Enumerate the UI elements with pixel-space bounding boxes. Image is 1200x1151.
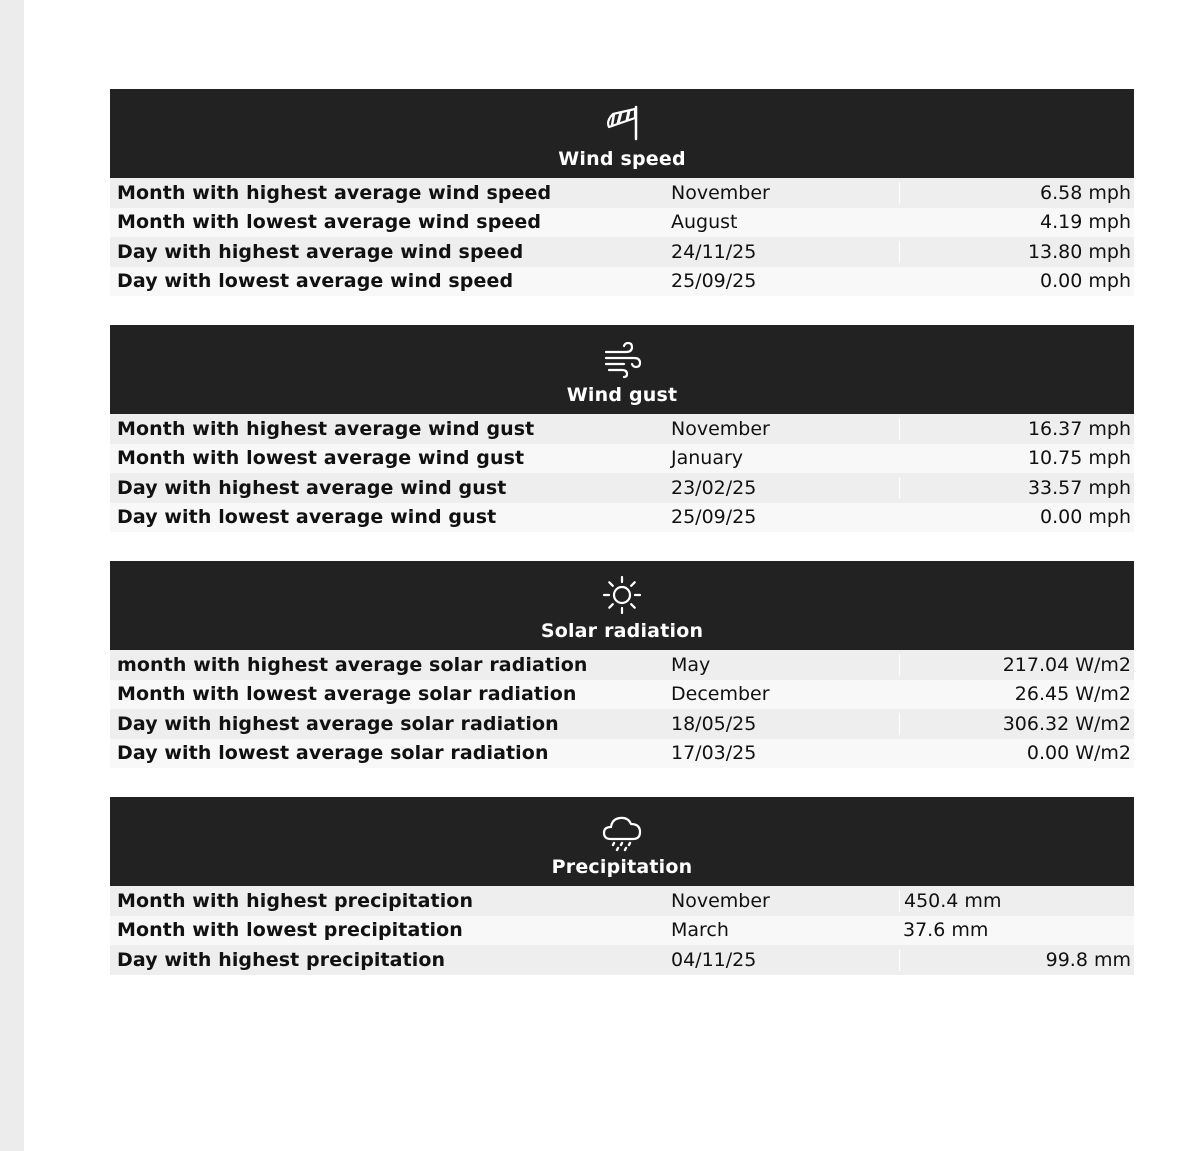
row-label: Day with lowest average wind speed [117, 270, 514, 293]
row-period: December [671, 683, 770, 706]
row-period: 25/09/25 [671, 506, 757, 529]
table-row [110, 414, 1134, 444]
row-label: Day with highest average wind speed [117, 240, 524, 263]
row-label: Month with lowest precipitation [117, 919, 463, 942]
row-value: 450.4 mm [899, 890, 1134, 912]
row-label: month with highest average solar radiation [117, 653, 588, 676]
precipitation-section [110, 797, 1134, 975]
section-title: Wind gust [566, 384, 678, 406]
section-title: Wind speed [558, 148, 686, 170]
row-period: 18/05/25 [671, 712, 757, 735]
row-label: Month with highest average wind speed [117, 181, 552, 204]
table-row [110, 473, 1134, 503]
table-row [110, 178, 1134, 208]
wind-gust-section [110, 325, 1134, 532]
table-row [110, 680, 1134, 710]
row-period: November [671, 889, 770, 912]
row-value: 99.8 mm [899, 949, 1134, 971]
row-period: 24/11/25 [671, 240, 757, 263]
row-period: 04/11/25 [671, 948, 757, 971]
row-value: 13.80 mph [899, 241, 1134, 263]
row-value: 33.57 mph [899, 477, 1134, 499]
sun-icon [600, 573, 644, 617]
row-value: 0.00 mph [1040, 270, 1131, 293]
section-title: Precipitation [551, 856, 693, 878]
row-period: May [671, 653, 711, 676]
row-value: 37.6 mm [903, 919, 989, 942]
table-row [110, 208, 1134, 238]
row-period: November [671, 181, 770, 204]
row-value: 306.32 W/m2 [899, 713, 1134, 735]
wind-speed-section [110, 89, 1134, 296]
row-period: November [671, 417, 770, 440]
row-period: 25/09/25 [671, 270, 757, 293]
row-label: Month with lowest average wind speed [117, 211, 542, 234]
row-value: 10.75 mph [1027, 447, 1131, 470]
row-label: Day with lowest average solar radiation [117, 742, 549, 765]
row-label: Month with highest precipitation [117, 889, 474, 912]
row-value: 217.04 W/m2 [899, 654, 1134, 676]
section-header [110, 797, 1134, 886]
row-value: 0.00 mph [1040, 506, 1131, 529]
table-row [110, 444, 1134, 474]
row-label: Month with lowest average wind gust [117, 447, 525, 470]
table-row [110, 503, 1134, 533]
rain-cloud-icon [600, 809, 644, 853]
windsock-icon [600, 101, 644, 145]
row-label: Month with highest average wind gust [117, 417, 535, 440]
table-row [110, 709, 1134, 739]
report-page [24, 0, 1200, 1151]
row-period: 17/03/25 [671, 742, 757, 765]
table-row [110, 916, 1134, 946]
row-label: Day with highest average wind gust [117, 476, 507, 499]
table-row [110, 267, 1134, 297]
table-row [110, 650, 1134, 680]
section-header [110, 325, 1134, 414]
row-value: 6.58 mph [899, 182, 1134, 204]
row-period: January [671, 447, 744, 470]
solar-radiation-section [110, 561, 1134, 768]
section-header [110, 561, 1134, 650]
row-value: 0.00 W/m2 [1026, 742, 1131, 765]
table-row [110, 886, 1134, 916]
table-row [110, 945, 1134, 975]
row-period: March [671, 919, 729, 942]
row-period: 23/02/25 [671, 476, 757, 499]
row-value: 26.45 W/m2 [1014, 683, 1131, 706]
row-period: August [671, 211, 738, 234]
row-label: Day with highest average solar radiation [117, 712, 559, 735]
row-label: Day with highest precipitation [117, 948, 446, 971]
section-header [110, 89, 1134, 178]
table-row [110, 739, 1134, 769]
row-label: Month with lowest average solar radiation [117, 683, 577, 706]
table-row [110, 237, 1134, 267]
wind-icon [600, 337, 644, 381]
row-value: 16.37 mph [899, 418, 1134, 440]
row-value: 4.19 mph [1040, 211, 1131, 234]
section-title: Solar radiation [540, 620, 704, 642]
row-label: Day with lowest average wind gust [117, 506, 497, 529]
